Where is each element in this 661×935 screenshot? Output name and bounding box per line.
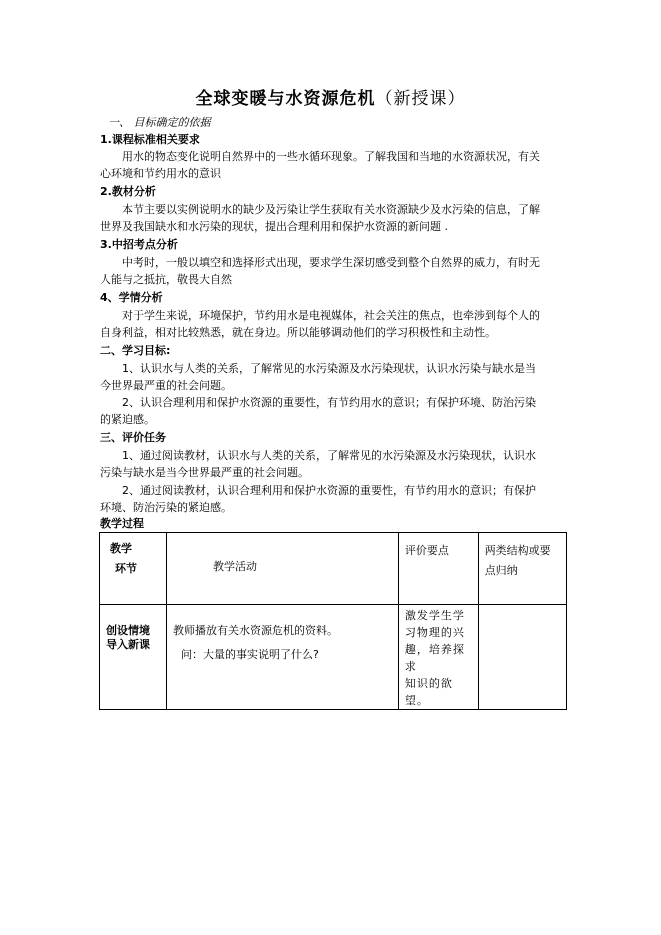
document-title bbox=[0, 84, 661, 109]
header-text: 点归纳 bbox=[484, 564, 518, 577]
item-label-textbook: 2.教材分析 bbox=[100, 185, 156, 198]
paragraph-line: 自身利益，相对比较熟悉，就在身边。所以能够调动他们的学习积极性和主动性。 bbox=[100, 326, 496, 339]
item-label-exam: 3.中招考点分析 bbox=[100, 238, 178, 251]
cell-stage bbox=[100, 605, 167, 710]
paragraph-line: 心环境和节约用水的意识 bbox=[100, 167, 221, 180]
section-heading-basis: 一、 目标确定的依据 bbox=[108, 116, 211, 129]
section-heading-process: 教学过程 bbox=[100, 517, 144, 530]
header-text: 教学 bbox=[110, 542, 132, 555]
title-suffix: （新授课） bbox=[375, 89, 466, 109]
paragraph-line: 人能与之抵抗，敬畏大自然 bbox=[100, 273, 232, 286]
header-text: 两类结构或要 bbox=[484, 544, 551, 557]
teaching-process-table bbox=[99, 532, 567, 710]
cell-text: 创设情境 bbox=[106, 624, 150, 637]
title-main: 全球变暖与水资源危机 bbox=[195, 89, 376, 109]
cell-summary bbox=[478, 605, 566, 710]
table-row bbox=[100, 605, 567, 710]
paragraph-line: 的紧迫感。 bbox=[100, 413, 155, 426]
header-text: 环节 bbox=[115, 562, 137, 575]
item-label-curriculum: 1.课程标准相关要求 bbox=[100, 133, 200, 146]
paragraph-line: 对于学生来说，环境保护，节约用水是电视媒体，社会关注的焦点，也牵涉到每个人的 bbox=[122, 309, 540, 322]
paragraph-line: 环境、防治污染的紧迫感。 bbox=[100, 501, 232, 514]
cell-text: 教师播放有关水资源危机的资料。 bbox=[173, 624, 339, 637]
paragraph-line: 1、通过阅读教材，认识水与人类的关系，了解常见的水污染源及水污染现状，认识水 bbox=[122, 449, 536, 462]
paragraph-line: 用水的物态变化说明自然界中的一些水循环现象。了解我国和当地的水资源状况，有关 bbox=[122, 150, 540, 163]
header-cell-stage bbox=[100, 533, 167, 605]
item-label-learner: 4、学情分析 bbox=[100, 291, 163, 304]
cell-text bbox=[479, 605, 566, 611]
paragraph-line: 2、通过阅读教材，认识合理利用和保护水资源的重要性，有节约用水的意识；有保护 bbox=[122, 484, 536, 497]
cell-text: 趣，培养探求 bbox=[404, 643, 465, 673]
cell-text: 问：大量的事实说明了什么? bbox=[181, 648, 319, 661]
paragraph-line: 本节主要以实例说明水的缺少及污染让学生获取有关水资源缺少及水污染的信息，了解 bbox=[122, 203, 540, 216]
cell-text: 知识的欲望。 bbox=[404, 677, 453, 707]
paragraph-line: 2、认识合理利用和保护水资源的重要性，有节约用水的意识；有保护环境、防治污染 bbox=[122, 396, 536, 409]
paragraph-line: 今世界最严重的社会问题。 bbox=[100, 379, 232, 392]
section-heading-goals: 二、学习目标: bbox=[100, 344, 171, 357]
header-cell-activity bbox=[167, 533, 399, 605]
section-heading-assessment: 三、评价任务 bbox=[100, 431, 166, 444]
header-text: 教学活动 bbox=[213, 560, 258, 573]
cell-evaluation bbox=[398, 605, 478, 710]
paragraph-line: 1、认识水与人类的关系，了解常见的水污染源及水污染现状，认识水污染与缺水是当 bbox=[122, 362, 536, 375]
table-header-row bbox=[100, 533, 567, 605]
header-text: 评价要点 bbox=[404, 544, 449, 557]
header-cell-summary bbox=[478, 533, 566, 605]
cell-text: 导入新课 bbox=[106, 638, 150, 651]
header-cell-evaluation bbox=[398, 533, 478, 605]
cell-text: 激发学生学 bbox=[404, 609, 465, 622]
paragraph-line: 中考时，一般以填空和选择形式出现，要求学生深切感受到整个自然界的威力，有时无 bbox=[122, 256, 540, 269]
paragraph-line: 世界及我国缺水和水污染的现状，提出合理利用和保护水资源的新问题 . bbox=[100, 220, 448, 233]
paragraph-line: 污染与缺水是当今世界最严重的社会问题。 bbox=[100, 466, 309, 479]
cell-activity bbox=[167, 605, 399, 710]
cell-text: 习物理的兴 bbox=[404, 626, 465, 639]
